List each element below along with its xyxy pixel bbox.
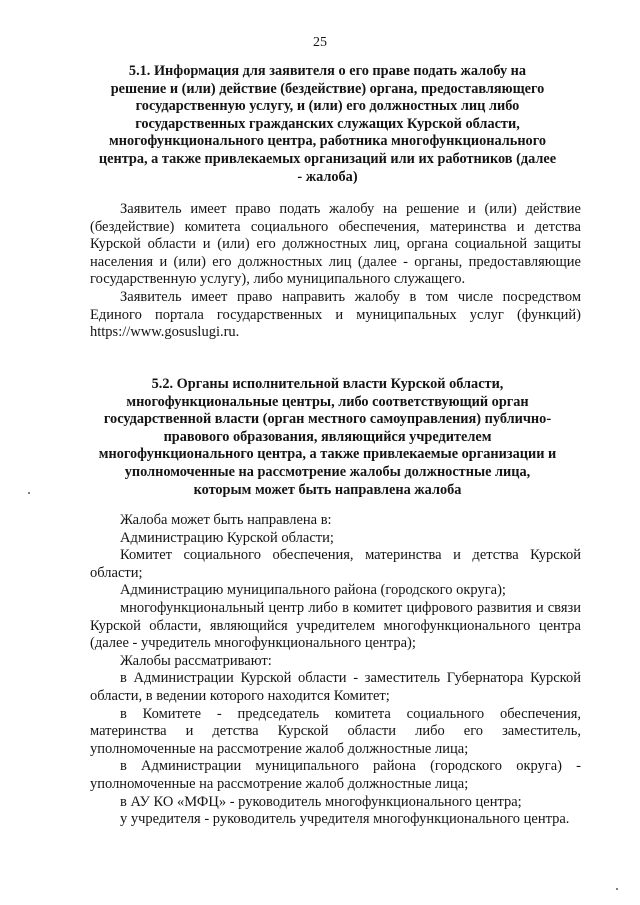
scan-speck bbox=[28, 492, 30, 494]
heading-line: - жалоба) bbox=[297, 168, 358, 185]
paragraph: в Комитете - председатель комитета социального обеспечения, материнства и детства Курской области либо его заместитель, уполномоченные на рассмотрение жалоб должностные лица; bbox=[90, 705, 581, 757]
section-5-2-body bbox=[90, 512, 581, 829]
heading-line: решение и (или) действие (бездействие) органа, предоставляющего bbox=[110, 80, 545, 97]
section-5-1-body bbox=[90, 201, 581, 342]
section-5-2-heading bbox=[80, 376, 575, 499]
heading-line: уполномоченные на рассмотрение жалобы должностные лица, bbox=[124, 463, 531, 480]
paragraph: в Администрации Курской области - заместитель Губернатора Курской области, в ведении которого находится Комитет; bbox=[90, 670, 581, 704]
paragraph: Жалобы рассматривают: bbox=[120, 652, 272, 669]
heading-line: многофункциональные центры, либо соответствующий орган bbox=[126, 393, 529, 410]
paragraph: в АУ КО «МФЦ» - руководитель многофункционального центра; bbox=[120, 793, 522, 810]
page-number: 25 bbox=[313, 35, 327, 50]
heading-line: 5.2. Органы исполнительной власти Курской области, bbox=[151, 376, 504, 392]
paragraph: Заявитель имеет право направить жалобу в том числе посредством Единого портала государственных и муниципальных услуг (функций) https://www.gosuslugi.ru. bbox=[90, 288, 581, 341]
paragraph: Заявитель имеет право подать жалобу на решение и (или) действие (бездействие) комитета социального обеспечения, материнства и детства Курской области и (или) его должностных лиц, органа социальной защиты населения и (или) его должностных лиц (далее - органы, предоставляющие государственную услугу), либо муниципального служащего. bbox=[90, 201, 581, 288]
heading-line: государственных гражданских служащих Курской области, bbox=[135, 115, 520, 132]
paragraph: в Администрации муниципального района (городского округа) - уполномоченные на рассмотрение жалоб должностные лица; bbox=[90, 758, 581, 792]
paragraph: Жалоба может быть направлена в: bbox=[120, 512, 332, 528]
paragraph: Администрацию муниципального района (городского округа); bbox=[120, 582, 506, 599]
heading-line: правового образования, являющийся учредителем bbox=[163, 428, 492, 445]
scan-speck bbox=[616, 888, 618, 890]
paragraph: многофункциональный центр либо в комитет цифрового развития и связи Курской области, являющийся учредителем многофункционального центра (далее - учредитель многофункционального центра); bbox=[90, 599, 581, 652]
heading-line: которым может быть направлена жалоба bbox=[193, 481, 462, 498]
heading-line: 5.1. Информация для заявителя о его праве подать жалобу на bbox=[128, 63, 527, 79]
heading-line: центра, а также привлекаемых организаций или их работников (далее bbox=[98, 150, 557, 167]
heading-line: многофункционального центра, работника многофункционального bbox=[108, 133, 546, 150]
paragraph: Администрацию Курской области; bbox=[120, 529, 334, 546]
heading-line: государственной власти (орган местного самоуправления) публично- bbox=[103, 411, 552, 428]
heading-line: государственную услугу, и (или) его должностных лиц либо bbox=[135, 98, 520, 115]
paragraph: Комитет социального обеспечения, материнства и детства Курской области; bbox=[90, 547, 581, 581]
section-5-1-heading bbox=[80, 63, 575, 186]
heading-line: многофункционального центра, а также привлекаемые организации и bbox=[98, 446, 557, 463]
paragraph: у учредителя - руководитель учредителя многофункционального центра. bbox=[120, 811, 570, 828]
